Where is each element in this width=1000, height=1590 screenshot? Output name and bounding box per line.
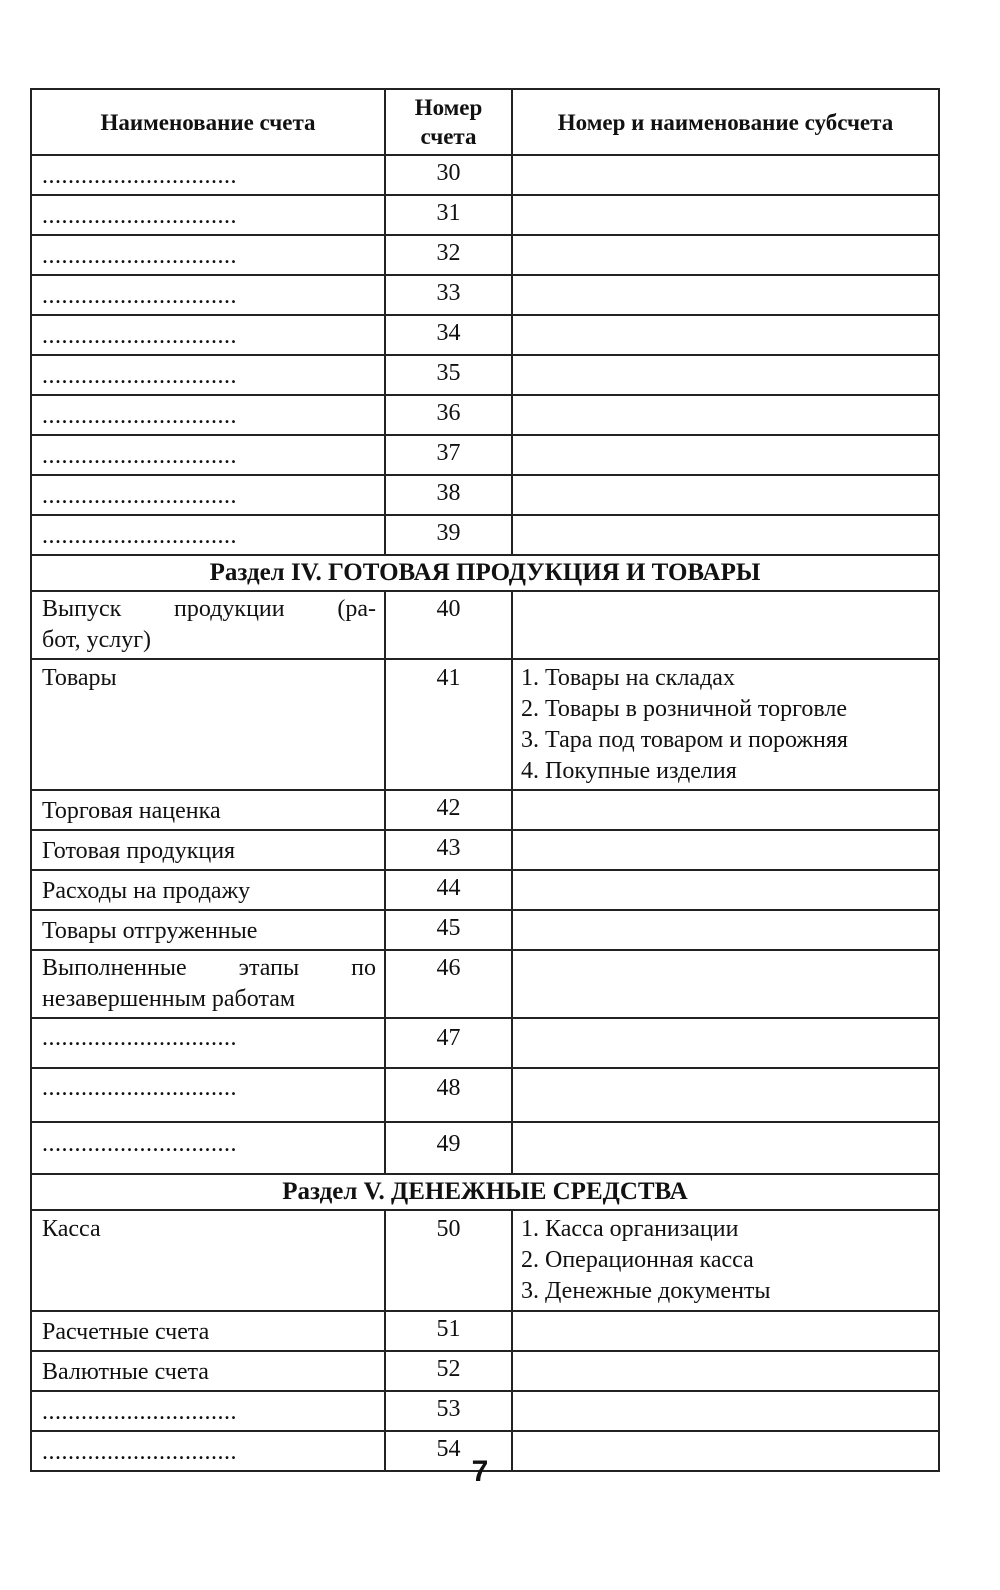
account-name: .............................. xyxy=(31,235,385,275)
account-name-line1: Выполненные этапы по xyxy=(42,955,376,981)
subaccount-cell xyxy=(512,355,939,395)
account-name-line2: незавершенным работам xyxy=(42,986,296,1012)
subaccount-cell xyxy=(512,910,939,950)
account-number: 36 xyxy=(385,395,512,435)
subaccount-cell xyxy=(512,235,939,275)
table-row xyxy=(31,475,939,515)
subaccount-item: 3. Тара под товаром и порожняя xyxy=(521,727,848,753)
account-name: .............................. xyxy=(31,435,385,475)
subaccount-cell xyxy=(512,475,939,515)
account-name xyxy=(31,591,385,659)
account-number: 34 xyxy=(385,315,512,355)
subaccount-cell xyxy=(512,830,939,870)
account-number: 42 xyxy=(385,790,512,830)
header-account-name: Наименование счета xyxy=(31,89,385,155)
subaccount-cell xyxy=(512,435,939,475)
section-title-5: Раздел V. ДЕНЕЖНЫЕ СРЕДСТВА xyxy=(31,1174,939,1210)
account-name: .............................. xyxy=(31,1431,385,1471)
account-name: .............................. xyxy=(31,275,385,315)
table-row xyxy=(31,790,939,830)
account-name: .............................. xyxy=(31,355,385,395)
account-number: 47 xyxy=(385,1018,512,1068)
table-row xyxy=(31,950,939,1018)
table-row xyxy=(31,155,939,195)
account-name: .............................. xyxy=(31,155,385,195)
subaccount-item: 2. Операционная касса xyxy=(521,1247,754,1273)
subaccount-cell xyxy=(512,315,939,355)
account-number: 51 xyxy=(385,1311,512,1351)
accounts-table-page xyxy=(30,88,938,1472)
header-account-number: Номер счета xyxy=(385,89,512,155)
section-heading-row xyxy=(31,1174,939,1210)
table-row xyxy=(31,1122,939,1174)
account-number: 41 xyxy=(385,659,512,790)
accounts-table xyxy=(30,88,940,1472)
account-number: 33 xyxy=(385,275,512,315)
account-number: 53 xyxy=(385,1391,512,1431)
account-number: 30 xyxy=(385,155,512,195)
account-name: Товары отгруженные xyxy=(31,910,385,950)
account-name: .............................. xyxy=(31,1122,385,1174)
table-row xyxy=(31,1210,939,1311)
account-name: Касса xyxy=(31,1210,385,1311)
account-number: 45 xyxy=(385,910,512,950)
account-name: Торговая наценка xyxy=(31,790,385,830)
section-title-4: Раздел IV. ГОТОВАЯ ПРОДУКЦИЯ И ТОВАРЫ xyxy=(31,555,939,591)
account-name: .............................. xyxy=(31,475,385,515)
account-name xyxy=(31,950,385,1018)
section-heading-row xyxy=(31,555,939,591)
table-row xyxy=(31,870,939,910)
subaccount-cell xyxy=(512,950,939,1018)
table-row xyxy=(31,275,939,315)
account-number: 32 xyxy=(385,235,512,275)
account-name: Расходы на продажу xyxy=(31,870,385,910)
table-row xyxy=(31,591,939,659)
subaccount-list xyxy=(512,659,939,790)
subaccount-item: 1. Товары на складах xyxy=(521,665,735,691)
account-number: 40 xyxy=(385,591,512,659)
table-row xyxy=(31,659,939,790)
table-row xyxy=(31,315,939,355)
subaccount-cell xyxy=(512,1311,939,1351)
account-name-line2: бот, услуг) xyxy=(42,627,152,653)
subaccount-cell xyxy=(512,790,939,830)
table-row xyxy=(31,910,939,950)
table-header-row xyxy=(31,89,939,155)
table-row xyxy=(31,1068,939,1122)
account-number: 43 xyxy=(385,830,512,870)
account-number: 37 xyxy=(385,435,512,475)
subaccount-cell xyxy=(512,1068,939,1122)
subaccount-item: 3. Денежные документы xyxy=(521,1278,771,1304)
account-name: .............................. xyxy=(31,195,385,235)
account-name-line1: Выпуск продукции (ра- xyxy=(42,596,376,622)
subaccount-cell xyxy=(512,591,939,659)
account-name: .............................. xyxy=(31,1391,385,1431)
account-number: 31 xyxy=(385,195,512,235)
table-row xyxy=(31,1311,939,1351)
account-number: 49 xyxy=(385,1122,512,1174)
subaccount-item: 4. Покупные изделия xyxy=(521,758,737,784)
account-name: .............................. xyxy=(31,395,385,435)
table-row xyxy=(31,195,939,235)
subaccount-cell xyxy=(512,1351,939,1391)
subaccount-cell xyxy=(512,515,939,555)
subaccount-cell xyxy=(512,870,939,910)
account-number: 48 xyxy=(385,1068,512,1122)
account-number: 39 xyxy=(385,515,512,555)
subaccount-cell xyxy=(512,275,939,315)
table-row xyxy=(31,515,939,555)
account-number: 50 xyxy=(385,1210,512,1311)
account-name: .............................. xyxy=(31,315,385,355)
subaccount-item: 1. Касса организации xyxy=(521,1216,739,1242)
subaccount-cell xyxy=(512,395,939,435)
header-subaccount: Номер и наименование субсчета xyxy=(512,89,939,155)
table-row xyxy=(31,1351,939,1391)
subaccount-cell xyxy=(512,195,939,235)
table-row xyxy=(31,395,939,435)
subaccount-cell xyxy=(512,1122,939,1174)
table-row xyxy=(31,830,939,870)
subaccount-cell xyxy=(512,155,939,195)
account-name: .............................. xyxy=(31,515,385,555)
account-name: .............................. xyxy=(31,1018,385,1068)
subaccount-cell xyxy=(512,1018,939,1068)
account-number: 52 xyxy=(385,1351,512,1391)
account-name: Расчетные счета xyxy=(31,1311,385,1351)
account-number: 46 xyxy=(385,950,512,1018)
account-name: Товары xyxy=(31,659,385,790)
account-number: 54 xyxy=(385,1431,512,1471)
account-number: 35 xyxy=(385,355,512,395)
table-row xyxy=(31,235,939,275)
account-number: 44 xyxy=(385,870,512,910)
account-number: 38 xyxy=(385,475,512,515)
table-row xyxy=(31,1018,939,1068)
page-number: 7 xyxy=(471,1455,489,1488)
subaccount-item: 2. Товары в розничной торговле xyxy=(521,696,847,722)
account-name: .............................. xyxy=(31,1068,385,1122)
table-row xyxy=(31,435,939,475)
account-name: Валютные счета xyxy=(31,1351,385,1391)
subaccount-list xyxy=(512,1210,939,1311)
subaccount-cell xyxy=(512,1391,939,1431)
account-name: Готовая продукция xyxy=(31,830,385,870)
table-row xyxy=(31,355,939,395)
table-row xyxy=(31,1391,939,1431)
